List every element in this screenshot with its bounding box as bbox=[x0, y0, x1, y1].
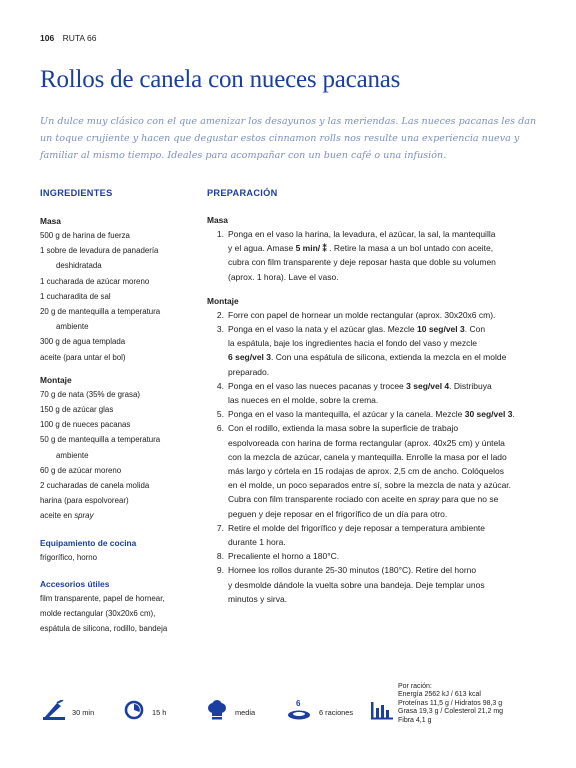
preparation-step bbox=[207, 407, 547, 421]
step-text-line: con la mezcla de azúcar, canela y mantequilla. Enrolle la masa por el lado bbox=[228, 451, 507, 462]
step-text-line: (aprox. 1 hora). Lave el vaso. bbox=[228, 271, 339, 282]
servings-info bbox=[287, 700, 353, 720]
ingredient-item: 70 g de nata (35% de grasa) bbox=[40, 389, 141, 399]
ingredient-item: 50 g de mantequilla a temperatura bbox=[40, 435, 161, 445]
preparation-step bbox=[207, 379, 547, 407]
step-number: 2. bbox=[216, 309, 224, 320]
step-number: 9. bbox=[216, 565, 224, 576]
ingredients-masa-heading: Masa bbox=[40, 216, 61, 226]
preparation-heading: PREPARACIÓN bbox=[207, 188, 278, 198]
recipe-intro: Un dulce muy clásico con el que amenizar los desayunos y las meriendas. Las nueces pacanas les dan un toque crujiente y hacen que degustar estos cinnamon rolls nos resulte una experiencia nueva y familiar al mismo tiempo. Ideales para acompañar con un buen café o una infusión. bbox=[40, 116, 537, 161]
ingredient-item: 1 cucharadita de sal bbox=[40, 291, 111, 301]
step-text-line: cubra con film transparente y deje reposar hasta que doble su volumen bbox=[228, 257, 496, 268]
step-number: 8. bbox=[216, 551, 224, 562]
nutrition-line: Fibra 4,1 g bbox=[398, 716, 432, 724]
step-text-line: Precaliente el horno a 180°C. bbox=[228, 551, 340, 562]
ingredient-item: 500 g de harina de fuerza bbox=[40, 231, 130, 240]
ingredients-montaje-list bbox=[40, 387, 190, 524]
step-text-line: y el agua. Amase 5 min/ ⁑ . Retire la masa a un bol untado con aceite, bbox=[228, 243, 494, 254]
ingredient-item: 2 cucharadas de canela molida bbox=[40, 481, 150, 491]
nutrition-facts bbox=[398, 683, 503, 725]
nutrition-heading: Por ración: bbox=[398, 683, 432, 690]
accessories-heading: Accesorios útiles bbox=[40, 578, 110, 589]
preparation-masa-steps bbox=[207, 227, 547, 284]
accessories-line: espátula de silicona, rodillo, bandeja bbox=[40, 624, 168, 634]
knife-board-icon bbox=[42, 700, 66, 720]
step-text-line: Hornee los rollos durante 25-30 minutos (180°C). Retire del horno bbox=[228, 565, 477, 576]
preparation-step bbox=[207, 549, 547, 563]
preparation-masa-heading: Masa bbox=[207, 215, 228, 225]
step-text-line: peguen y deje reposar en el frigorífico de un día para otro. bbox=[228, 508, 448, 519]
step-text-line: durante 1 hora. bbox=[228, 537, 286, 548]
ingredient-item: 1 cucharada de azúcar moreno bbox=[40, 276, 150, 286]
bar-chart-icon bbox=[370, 700, 394, 720]
chef-hat-icon bbox=[207, 700, 227, 720]
step-number: 6. bbox=[216, 423, 224, 434]
step-text-line: Ponga en el vaso la nata y el azúcar glas. Mezcle 10 seg/vel 3. Con bbox=[228, 324, 486, 335]
recipe-title: Rollos de canela con nueces pacanas bbox=[40, 66, 401, 93]
ingredients-montaje-heading: Montaje bbox=[40, 374, 72, 385]
ingredient-item: 60 g de azúcar moreno bbox=[40, 465, 122, 475]
ingredients-heading: INGREDIENTES bbox=[40, 188, 113, 198]
step-text-line: en el molde, un poco separados entre sí, sobre la mezcla de nata y azúcar. bbox=[228, 480, 512, 491]
section-name: RUTA 66 bbox=[62, 33, 97, 43]
servings-icon-number: 6 bbox=[296, 699, 301, 708]
step-text-line: preparado. bbox=[228, 366, 270, 377]
step-number: 4. bbox=[216, 380, 224, 391]
step-text-line: espolvoreada con harina de forma rectangular (aprox. 40x25 cm) y úntela bbox=[228, 437, 505, 448]
ingredients-column bbox=[40, 188, 190, 636]
page-header bbox=[40, 33, 96, 43]
ingredient-item: 1 sobre de levadura de panadería bbox=[40, 246, 159, 256]
preparation-step bbox=[207, 322, 547, 379]
ingredient-item: 20 g de mantequilla a temperatura bbox=[40, 307, 161, 317]
prep-time-label: 30 min bbox=[72, 708, 95, 717]
preparation-step bbox=[207, 563, 547, 606]
step-number: 7. bbox=[216, 522, 224, 533]
preparation-step bbox=[207, 227, 547, 284]
step-number: 3. bbox=[216, 324, 224, 335]
accessories-line: molde rectangular (30x20x6 cm), bbox=[40, 609, 156, 619]
ingredients-masa-list bbox=[40, 228, 190, 365]
equipment-text: frigorífico, horno bbox=[40, 552, 98, 562]
equipment-heading: Equipamiento de cocina bbox=[40, 537, 137, 548]
ingredient-item: ambiente bbox=[56, 450, 89, 460]
nutrition-line: Grasa 19,3 g / Colesterol 21,2 mg bbox=[398, 708, 504, 716]
ingredient-item: 300 g de agua templada bbox=[40, 337, 126, 347]
total-time-label: 15 h bbox=[152, 708, 167, 717]
ingredient-item: aceite en spray bbox=[40, 511, 94, 521]
step-text-line: más largo y córtela en 15 rodajas de aprox. 2,5 cm de ancho. Colóquelos bbox=[228, 466, 504, 477]
preparation-step bbox=[207, 421, 547, 520]
servings-label: 6 raciones bbox=[319, 708, 354, 717]
ingredient-item: aceite (para untar el bol) bbox=[40, 352, 126, 362]
ingredient-item: 150 g de azúcar glas bbox=[40, 405, 114, 415]
nutrition-info bbox=[370, 700, 394, 720]
step-text-line: Con el rodillo, extienda la masa sobre la superficie de trabajo bbox=[228, 423, 459, 434]
difficulty-label: media bbox=[235, 708, 256, 717]
step-text-line: Ponga en el vaso la mantequilla, el azúcar y la canela. Mezcle 30 seg/vel 3. bbox=[228, 409, 515, 420]
step-number: 5. bbox=[216, 409, 224, 420]
step-text-line: 6 seg/vel 3. Con una espátula de silicona, extienda la mezcla en el molde bbox=[228, 352, 507, 363]
step-number: 1. bbox=[216, 229, 224, 239]
total-time-info bbox=[124, 700, 166, 720]
preparation-column bbox=[207, 188, 547, 606]
step-text-line: Cubra con film transparente rociado con aceite en spray para que no se bbox=[228, 494, 499, 505]
nutrition-line: Proteínas 11,5 g / Hidratos 98,3 g bbox=[398, 699, 503, 707]
plate-icon bbox=[287, 700, 311, 720]
step-text-line: Retire el molde del frigorífico y deje reposar a temperatura ambiente bbox=[228, 522, 486, 533]
step-text-line: minutos y sirva. bbox=[228, 593, 288, 604]
ingredient-item: deshidratada bbox=[56, 261, 102, 271]
nutrition-line: Energía 2562 kJ / 613 kcal bbox=[398, 691, 481, 699]
step-text-line: Ponga en el vaso la harina, la levadura, el azúcar, la sal, la mantequilla bbox=[228, 229, 496, 239]
ingredient-item: ambiente bbox=[56, 322, 89, 332]
clock-icon bbox=[124, 700, 144, 720]
prep-time-info bbox=[42, 700, 94, 720]
preparation-montaje-steps bbox=[207, 308, 547, 606]
preparation-montaje-heading: Montaje bbox=[207, 295, 239, 306]
step-text-line: la espátula, baje los ingredientes hacia el fondo del vaso y mezcle bbox=[228, 338, 478, 349]
step-text-line: las nueces en el molde, sobre la crema. bbox=[228, 395, 379, 406]
ingredient-item: harina (para espolvorear) bbox=[40, 496, 129, 506]
accessories-line: film transparente, papel de hornear, bbox=[40, 593, 165, 603]
page-number: 106 bbox=[40, 33, 55, 43]
preparation-step bbox=[207, 521, 547, 549]
step-text-line: Ponga en el vaso las nueces pacanas y trocee 3 seg/vel 4. Distribuya bbox=[228, 380, 492, 391]
difficulty-info bbox=[207, 700, 255, 720]
step-text-line: y desmolde dándole la vuelta sobre una bandeja. Deje templar unos bbox=[228, 579, 485, 590]
preparation-step bbox=[207, 308, 547, 322]
ingredient-item: 100 g de nueces pacanas bbox=[40, 420, 131, 430]
step-text-line: Forre con papel de hornear un molde rectangular (aprox. 30x20x6 cm). bbox=[228, 309, 496, 320]
